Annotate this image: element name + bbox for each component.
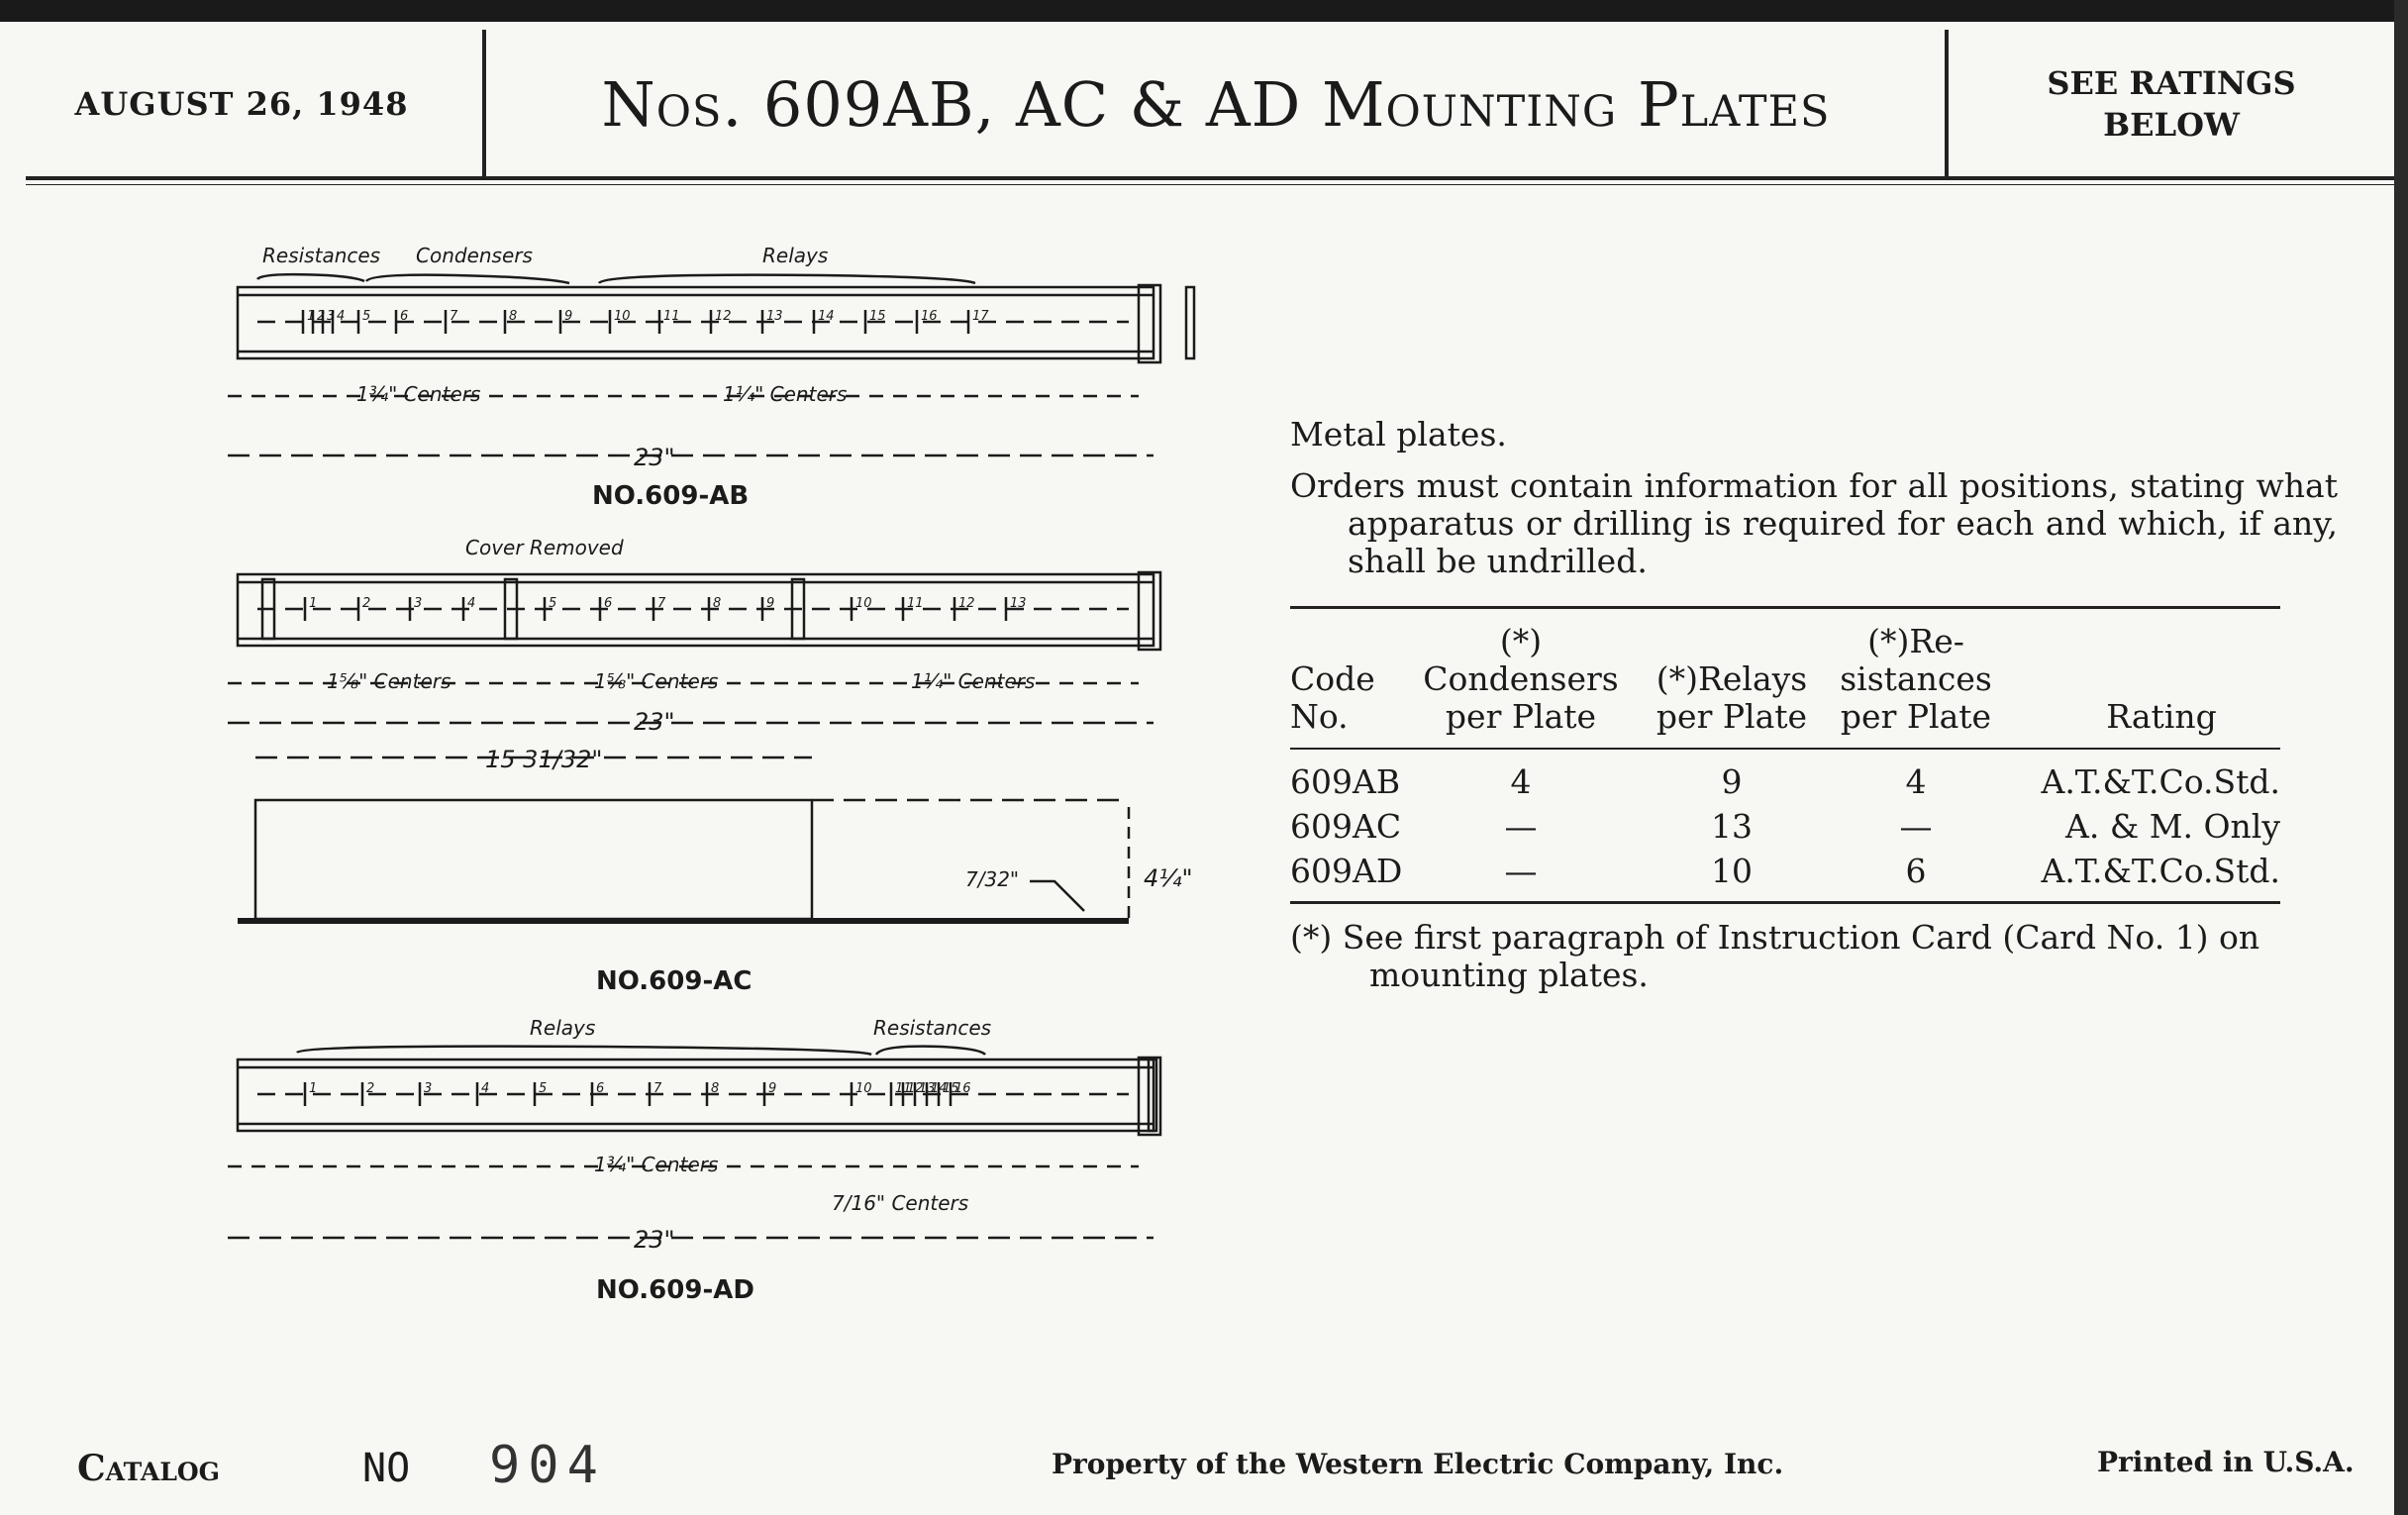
ac-figure-label: NO.609-AC bbox=[596, 966, 752, 996]
ad-position-number: 11 bbox=[895, 1081, 912, 1096]
ac-position-number: 1 bbox=[309, 596, 318, 611]
header-divider-left bbox=[482, 30, 486, 176]
cell-rating: A.T.&T.Co.Std. bbox=[2041, 762, 2280, 801]
ab-centers-a: 1¾" Centers bbox=[356, 382, 481, 406]
col-code-line2: No. bbox=[1290, 697, 1349, 736]
ad-position-number: 3 bbox=[424, 1081, 433, 1096]
ab-position-number: 11 bbox=[663, 309, 680, 324]
ad-figure-label: NO.609-AD bbox=[596, 1275, 754, 1305]
ab-position-number: 17 bbox=[972, 309, 989, 324]
col-code bbox=[1290, 608, 1407, 750]
footer-property-notice: Property of the Western Electric Company, Inc. bbox=[1052, 1448, 1784, 1480]
ratings-header-row bbox=[1290, 608, 2280, 750]
ac-small-dim-label: 7/32" bbox=[965, 867, 1020, 891]
cell-relays: 13 bbox=[1711, 807, 1753, 846]
col-condensers bbox=[1407, 608, 1635, 750]
cell-rating: A. & M. Only bbox=[2065, 807, 2280, 846]
footer-printed-in: Printed in U.S.A. bbox=[2097, 1446, 2355, 1478]
col-code-line1: Code bbox=[1290, 659, 1375, 698]
ab-position-number: 14 bbox=[818, 309, 835, 324]
footer-catalog-label: Catalog bbox=[77, 1448, 221, 1489]
ac-position-number: 7 bbox=[657, 596, 666, 611]
col-condensers-line2: Condensers bbox=[1423, 659, 1619, 698]
table-row bbox=[1290, 849, 2280, 903]
ab-position-number: 10 bbox=[614, 309, 631, 324]
ac-centers-c: 1¼" Centers bbox=[911, 669, 1036, 693]
ad-position-number: 2 bbox=[366, 1081, 375, 1096]
col-rating bbox=[2003, 608, 2280, 750]
ad-relays-label: Relays bbox=[530, 1016, 596, 1040]
card-edge bbox=[2394, 0, 2408, 1515]
ac-overall-label: 23" bbox=[634, 708, 675, 736]
header-rule-thin bbox=[26, 184, 2394, 185]
ac-position-number: 8 bbox=[713, 596, 722, 611]
table-row bbox=[1290, 749, 2280, 804]
col-resistances bbox=[1829, 608, 2003, 750]
col-resistances-line2: sistances bbox=[1840, 659, 1992, 698]
cell-resistances: 6 bbox=[1905, 852, 1927, 890]
ad-position-number: 5 bbox=[539, 1081, 548, 1096]
page-title: Nos. 609AB, AC & AD Mounting Plates bbox=[601, 67, 1831, 141]
ad-position-number: 4 bbox=[481, 1081, 490, 1096]
header-divider-right bbox=[1945, 30, 1949, 176]
col-resistances-line1: (*)Re- bbox=[1867, 622, 1964, 660]
ratings-table bbox=[1290, 606, 2280, 904]
cell-rating: A.T.&T.Co.Std. bbox=[2041, 852, 2280, 890]
ad-position-number: 15 bbox=[943, 1081, 959, 1096]
ad-position-number: 12 bbox=[907, 1081, 924, 1096]
ad-position-number: 8 bbox=[711, 1081, 720, 1096]
header-rule bbox=[26, 176, 2394, 180]
ad-brace-resistances bbox=[876, 1047, 985, 1055]
cell-condensers: — bbox=[1504, 852, 1538, 890]
ad-position-number: 9 bbox=[768, 1081, 777, 1096]
table-row bbox=[1290, 804, 2280, 849]
ab-position-number: 15 bbox=[869, 309, 886, 324]
col-condensers-line3: per Plate bbox=[1445, 697, 1597, 736]
cell-condensers: 4 bbox=[1510, 762, 1532, 801]
drawing-609ac bbox=[129, 520, 1198, 946]
ac-position-number: 9 bbox=[766, 596, 775, 611]
ab-position-number: 2 bbox=[317, 309, 326, 324]
ac-position-number: 10 bbox=[855, 596, 872, 611]
ab-position-number: 9 bbox=[564, 309, 573, 324]
col-relays bbox=[1635, 608, 1829, 750]
ac-position-number: 5 bbox=[549, 596, 557, 611]
ac-position-number: 11 bbox=[907, 596, 924, 611]
ad-brace-relays bbox=[297, 1047, 871, 1055]
ab-brace-relays bbox=[599, 275, 975, 283]
ac-cover-removed-label: Cover Removed bbox=[465, 536, 624, 559]
ab-brace-resistances bbox=[257, 274, 364, 281]
ab-centers-b: 1¼" Centers bbox=[723, 382, 848, 406]
ac-position-number: 4 bbox=[467, 596, 476, 611]
ad-position-number: 13 bbox=[919, 1081, 936, 1096]
ac-position-number: 3 bbox=[414, 596, 423, 611]
col-relays-line1: (*)Relays bbox=[1656, 659, 1808, 698]
cell-code: 609AB bbox=[1290, 762, 1401, 801]
cell-code: 609AD bbox=[1290, 852, 1403, 890]
col-relays-line2: per Plate bbox=[1656, 697, 1808, 736]
ab-figure-label: NO.609-AB bbox=[592, 481, 750, 511]
ad-resistances-label: Resistances bbox=[873, 1016, 992, 1040]
drawing-609ad bbox=[129, 1005, 1198, 1292]
body-order-instructions: Orders must contain information for all positions, stating what apparatus or drilling is required for each and which, if any, shall be undrilled. bbox=[1290, 466, 2338, 580]
ab-position-number: 1 bbox=[307, 309, 316, 324]
ac-cover-length: 15 31/32" bbox=[485, 746, 603, 773]
ac-centers-a: 1⅝" Centers bbox=[327, 669, 452, 693]
ac-position-number: 6 bbox=[604, 596, 613, 611]
cell-code: 609AC bbox=[1290, 807, 1402, 846]
ac-position-number: 13 bbox=[1010, 596, 1027, 611]
cell-condensers: — bbox=[1504, 807, 1538, 846]
ad-position-number: 7 bbox=[653, 1081, 662, 1096]
table-footnote: (*) See first paragraph of Instruction Card (Card No. 1) on mounting plates. bbox=[1290, 918, 2260, 994]
ac-centers-b: 1⅝" Centers bbox=[594, 669, 719, 693]
ac-position-number: 2 bbox=[362, 596, 371, 611]
ad-position-number: 1 bbox=[309, 1081, 318, 1096]
col-resistances-line3: per Plate bbox=[1840, 697, 1992, 736]
cell-resistances: 4 bbox=[1905, 762, 1927, 801]
ab-relays-label: Relays bbox=[762, 244, 829, 267]
header-date: AUGUST 26, 1948 bbox=[74, 85, 409, 123]
cell-relays: 9 bbox=[1721, 762, 1743, 801]
body-metal-plates: Metal plates. bbox=[1290, 415, 1507, 454]
ab-overall-label: 23" bbox=[634, 444, 675, 471]
ad-centers-b: 7/16" Centers bbox=[832, 1191, 969, 1215]
ad-position-number: 16 bbox=[954, 1081, 971, 1096]
col-rating-line1: Rating bbox=[2106, 697, 2217, 736]
ab-position-number: 5 bbox=[362, 309, 371, 324]
ab-position-number: 8 bbox=[509, 309, 518, 324]
ab-side-profile bbox=[1186, 287, 1194, 358]
drawing-609ab bbox=[129, 218, 1198, 505]
ad-position-number: 10 bbox=[855, 1081, 872, 1096]
ad-position-number: 6 bbox=[596, 1081, 605, 1096]
ad-overall-label: 23" bbox=[634, 1226, 675, 1254]
ab-position-number: 3 bbox=[327, 309, 336, 324]
ab-brace-condensers bbox=[366, 275, 569, 283]
header-rating-note bbox=[1949, 30, 2394, 178]
ab-position-number: 13 bbox=[766, 309, 783, 324]
ab-condensers-label: Condensers bbox=[416, 244, 533, 267]
ac-small-dim-leader bbox=[1030, 881, 1084, 911]
ac-position-ticks bbox=[305, 596, 1027, 621]
ac-height-label: 4¼" bbox=[1144, 864, 1193, 892]
ab-position-number: 16 bbox=[921, 309, 938, 324]
cell-resistances: — bbox=[1899, 807, 1933, 846]
ac-position-number: 12 bbox=[958, 596, 975, 611]
ab-position-number: 12 bbox=[715, 309, 732, 324]
footer-catalog-number: 904 bbox=[489, 1436, 606, 1495]
rating-note-line1: SEE RATINGS bbox=[2047, 64, 2296, 102]
col-condensers-line1: (*) bbox=[1499, 622, 1543, 660]
ab-position-number: 7 bbox=[450, 309, 458, 324]
ab-resistances-label: Resistances bbox=[262, 244, 381, 267]
rating-note-line2: BELOW bbox=[2103, 106, 2240, 144]
ab-position-number: 4 bbox=[337, 309, 346, 324]
ad-position-number: 14 bbox=[931, 1081, 948, 1096]
cell-relays: 10 bbox=[1711, 852, 1753, 890]
ab-position-number: 6 bbox=[400, 309, 409, 324]
ac-cover-side-view bbox=[255, 800, 812, 919]
footer-catalog-prefix: NO bbox=[362, 1446, 411, 1491]
ad-centers-a: 1¾" Centers bbox=[594, 1153, 719, 1176]
